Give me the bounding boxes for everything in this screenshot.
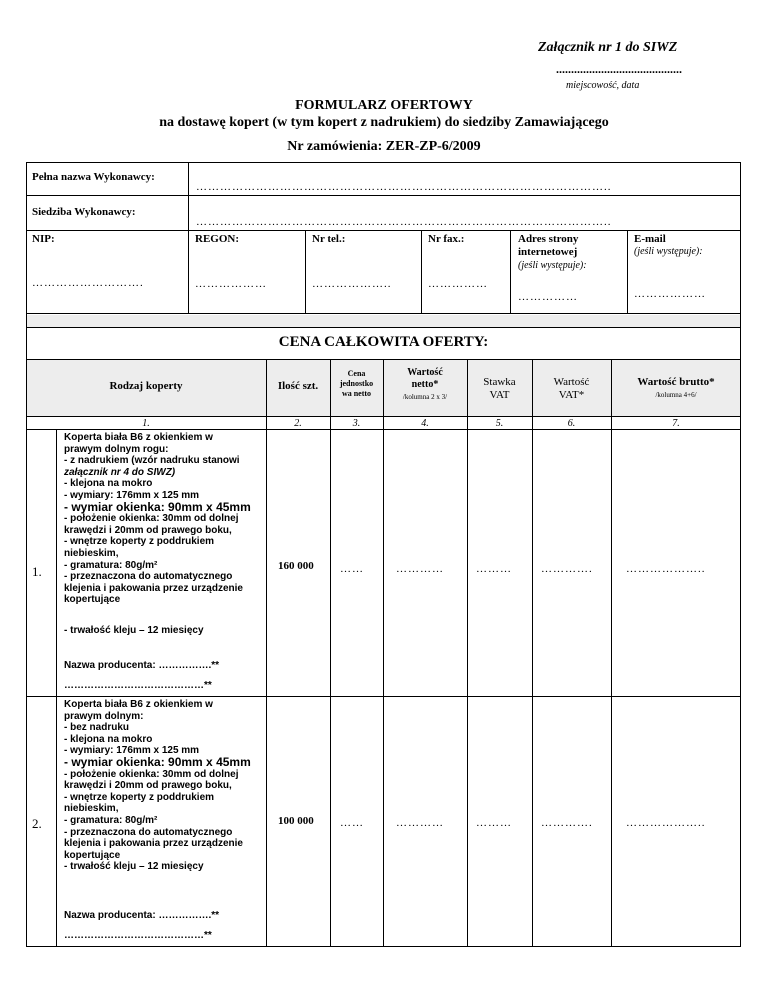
col-num-5: 5. [495, 418, 504, 429]
col-type-header: Rodzaj koperty [109, 380, 183, 392]
form-subtitle: na dostawę kopert (w tym kopert z nadrukiem) do siedziby Zamawiającego [159, 115, 609, 130]
order-number: Nr zamówienia: ZER-ZP-6/2009 [287, 139, 481, 154]
row-2-description: Koperta biała B6 z okienkiem w prawym dolnym: - bez nadruku - klejona na mokro - wymiary: 176mm x 125 mm - wymiar okienka: 90mm x 45mm - położenie okienka: 30mm od dolnej krawędzi i 20mm od prawego boku, - wnętrze koperty z poddrukiem niebieskim, - gramatura: 80g/m² - przeznaczona do automatycznego klejenia i pakowania przez urządzenie kopertujące - trwałość kleju – 12 miesięcy [64, 699, 251, 873]
contractor-name-label: Pełna nazwa Wykonawcy: [32, 171, 155, 183]
col-num-4: 4. [421, 418, 429, 429]
regon-label: REGON: [195, 233, 239, 245]
row-1-vat-value[interactable]: …………. [541, 563, 593, 575]
row-2-vat-rate[interactable]: ……… [476, 817, 512, 829]
email-note: (jeśli występuje): [634, 246, 703, 257]
row-1-producer-2[interactable]: ……………………………………** [64, 680, 212, 691]
price-title: CENA CAŁKOWITA OFERTY: [278, 334, 489, 350]
col-num-1: 1. [142, 418, 150, 429]
contractor-name-field[interactable]: ………………………………………………………………………………………….. [196, 181, 612, 193]
col-unit-header: Cena jednostko wa netto [339, 369, 374, 398]
row-1-qty: 160 000 [278, 560, 314, 572]
row-1-unit-price[interactable]: …… [340, 563, 364, 575]
row-2-gross[interactable]: ……………….. [626, 817, 706, 829]
col-qty-header: Ilość szt. [277, 380, 319, 392]
row-2-vat-value[interactable]: …………. [541, 817, 593, 829]
place-date-label: miejscowość, data [566, 80, 640, 91]
row-2-unit-price[interactable]: …… [340, 817, 364, 829]
row-2-producer[interactable]: Nazwa producenta: …………….** [64, 910, 220, 921]
row-1-glue: - trwałość kleju – 12 miesięcy [64, 625, 204, 636]
row-2-net[interactable]: ………… [396, 817, 444, 829]
tel-field[interactable]: ……………….. [312, 278, 392, 290]
col-num-7: 7. [672, 418, 680, 429]
email-label: E-mail [634, 233, 666, 245]
www-field[interactable]: …………… [518, 291, 578, 303]
attachment-label: Załącznik nr 1 do SIWZ [538, 40, 678, 55]
row-1-net[interactable]: ………… [396, 563, 444, 575]
row-2-producer-2[interactable]: ……………………………………** [64, 930, 212, 941]
col-gross-header: Wartość brutto* /kolumna 4+6/ [637, 376, 715, 399]
row-1-producer[interactable]: Nazwa producenta: …………….** [64, 660, 220, 671]
nip-label: NIP: [32, 233, 55, 245]
contractor-seat-field[interactable]: ………………………………………………………………………………………….. [196, 216, 612, 228]
col-vatv-header: Wartość VAT* [553, 376, 590, 401]
col-vat-header: Stawka VAT [483, 376, 516, 401]
col-num-6: 6. [567, 418, 576, 429]
col-num-3: 3. [352, 418, 361, 429]
fax-label: Nr fax.: [428, 233, 465, 245]
row-2-number: 2. [32, 816, 42, 831]
email-field[interactable]: ……………… [634, 288, 706, 300]
contractor-seat-label: Siedziba Wykonawcy: [32, 206, 136, 218]
nip-field[interactable]: ………………………. [32, 277, 144, 289]
col-num-2: 2. [294, 418, 302, 429]
row-1-description: Koperta biała B6 z okienkiem w prawym dolnym rogu: - z nadrukiem (wzór nadruku stanowi załącznik nr 4 do SIWZ) - klejona na mokro - wymiary: 176mm x 125 mm - wymiar okienka: 90mm x 45mm - położenie okienka: 30mm od dolnej krawędzi i 20mm od prawego boku, - wnętrze koperty z poddrukiem niebieskim, - gramatura: 80g/m² - przeznaczona do automatycznego klejenia i pakowania przez urządzenie kopertujące [64, 432, 251, 606]
col-net-header: Wartość netto* /kolumna 2 x 3/ [402, 367, 448, 401]
place-date-dots: .......................................... [556, 62, 682, 76]
www-label-1: Adres strony [518, 233, 579, 245]
tel-label: Nr tel.: [312, 233, 346, 245]
row-1-vat-rate[interactable]: ……… [476, 563, 512, 575]
row-1-gross[interactable]: ……………….. [626, 563, 706, 575]
www-note: (jeśli występuje): [518, 260, 587, 271]
row-1-number: 1. [32, 564, 42, 579]
www-label-2: internetowej [518, 246, 578, 258]
row-2-qty: 100 000 [278, 815, 314, 827]
fax-field[interactable]: …………… [428, 278, 488, 290]
form-title: FORMULARZ OFERTOWY [295, 98, 473, 113]
regon-field[interactable]: ……………… [195, 278, 267, 290]
